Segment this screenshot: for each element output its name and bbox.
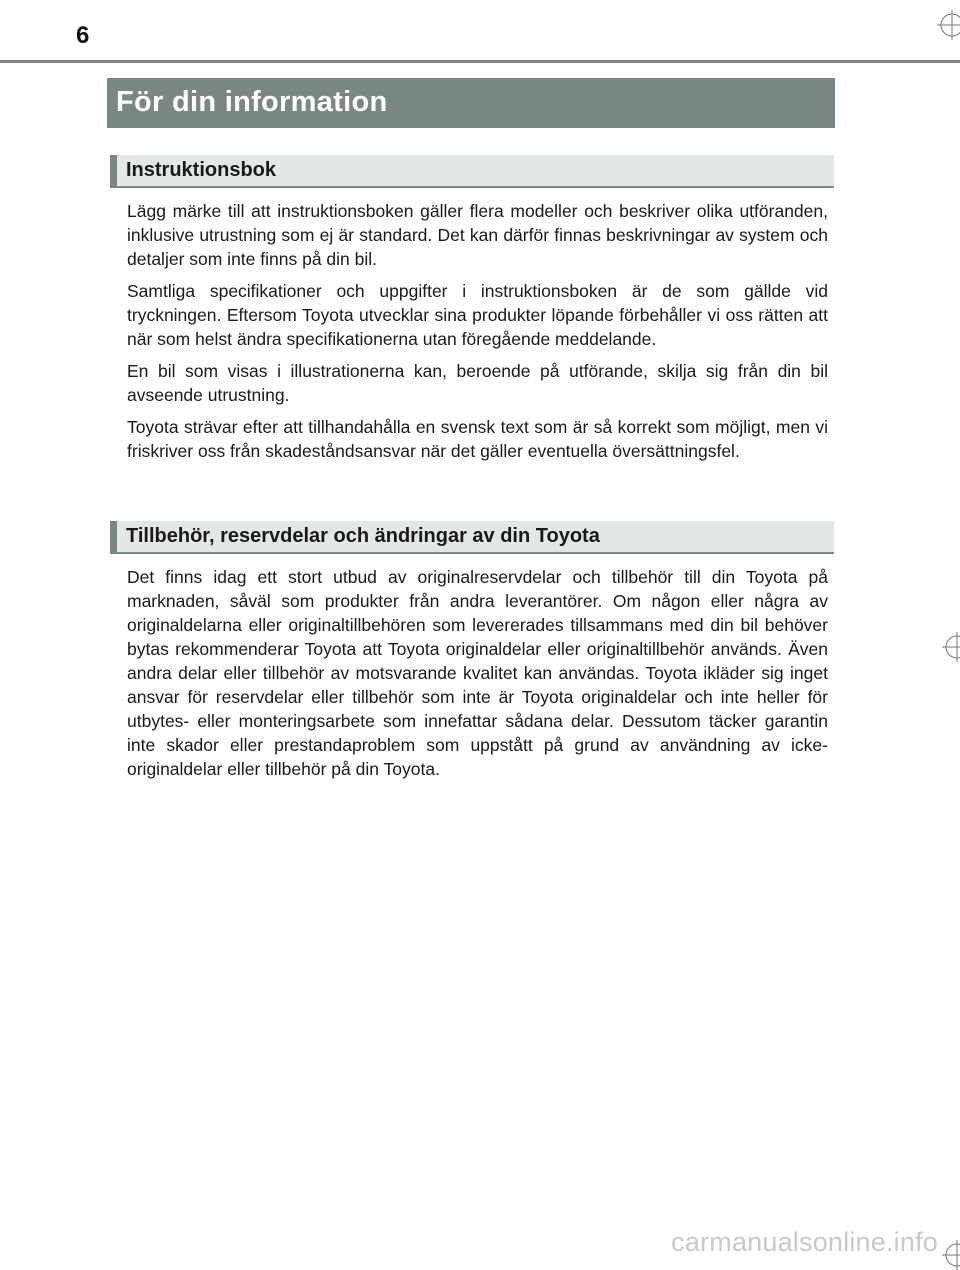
- section-heading: Instruktionsbok: [126, 159, 277, 181]
- page-title: För din information: [116, 86, 388, 118]
- section-body: [127, 565, 828, 781]
- section-tillbehor: [110, 521, 835, 789]
- section-heading: Tillbehör, reservdelar och ändringar av din Toyota: [126, 525, 600, 547]
- paragraph: En bil som visas i illustrationerna kan, beroende på utförande, skilja sig från din bil avseende utrustning.: [127, 361, 828, 405]
- title-banner: [107, 78, 835, 128]
- section-instruktionsbok: [110, 155, 835, 471]
- registration-mark-icon: [937, 10, 960, 40]
- page-number: 6: [76, 22, 90, 49]
- paragraph: Toyota strävar efter att tillhandahålla en svensk text som är så korrekt som möjligt, men vi friskriver oss från skadeståndsansvar när det gäller eventuella översättningsfel.: [127, 417, 828, 461]
- section-body: [127, 199, 828, 463]
- paragraph: Samtliga specifikationer och uppgifter i instruktionsboken är de som gällde vid tryckningen. Eftersom Toyota utvecklar sina produkter löpande förbehåller vi oss rätten att när som helst ändra specifikationerna utan föregående meddelande.: [127, 281, 828, 349]
- section-header: [110, 521, 834, 554]
- paragraph: Det finns idag ett stort utbud av originalreservdelar och tillbehör till din Toyota på marknaden, såväl som produkter från andra leverantörer. Om någon eller några av originaldelarna eller originaltillbehören som levererades tillsammans med din bil behöver bytas rekommenderar Toyota att Toyota originaldelar eller originaltillbehör används. Även andra delar eller tillbehör av motsvarande kvalitet kan användas. Toyota ikläder sig inget ansvar för reservdelar eller tillbehör som inte är Toyota originaldelar och inte heller för utbytes- eller monteringsarbete som innefattar sådana delar. Dessutom täcker garantin inte skador eller prestandaproblem som uppstått på grund av användning av icke-originaldelar eller tillbehör på din Toyota.: [127, 567, 828, 779]
- top-rule: [0, 60, 960, 63]
- watermark: carmanualsonline.info: [671, 1227, 938, 1257]
- registration-mark-icon: [942, 632, 960, 662]
- section-header: [110, 155, 834, 188]
- registration-mark-icon: [942, 1240, 960, 1270]
- paragraph: Lägg märke till att instruktionsboken gäller flera modeller och beskriver olika utföranden, inklusive utrustning som ej är standard. Det kan därför finnas beskrivningar av system och detaljer som inte finns på din bil.: [127, 201, 828, 269]
